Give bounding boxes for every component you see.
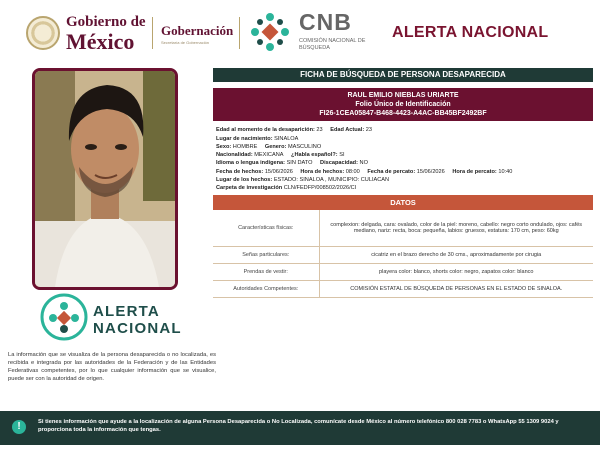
- detail-row: [216, 159, 593, 167]
- header-divider: [239, 17, 240, 49]
- table-row: [213, 263, 593, 280]
- contact-footer: [0, 411, 600, 445]
- detail-key: Lugar de nacimiento:: [216, 135, 273, 142]
- detail-key: Genero:: [264, 143, 287, 150]
- gobierno-logo: [66, 15, 146, 53]
- detail-key: Carpeta de investigación: [216, 185, 283, 192]
- detail-key: Edad al momento de la desaparición:: [216, 127, 315, 134]
- info-icon: !: [12, 420, 26, 434]
- detail-row: [216, 184, 593, 192]
- detail-value: CLN/FEDFP/008502/2026/CI: [283, 185, 357, 192]
- detail-value: MEXICANA: [254, 152, 284, 159]
- datos-label: Prendas de vestir:: [213, 263, 319, 280]
- contact-info-text: Si tienes información que ayude a la localización de alguna Persona Desaparecida o No Localizada, comunícate desde México al número telefónico 800 028 7783 o WhatsApp 55 1309 9024 y proporciona toda la información que tengas.: [38, 419, 559, 434]
- mexico-seal-icon: [26, 16, 60, 50]
- detail-value: MASCULINO: [287, 143, 322, 150]
- person-photo-image: [35, 71, 175, 287]
- ficha-panel: [213, 68, 593, 298]
- alerta-logo-line1: ALERTA: [93, 303, 160, 320]
- detail-value: 08:00: [345, 168, 360, 175]
- detail-value: ESTADO: SINALOA , MUNICIPIO: CULIACAN: [273, 176, 390, 183]
- detail-value: 23: [316, 127, 323, 134]
- detail-key: Lugar de los hechos:: [216, 176, 273, 183]
- detail-key: ¿Habla español?:: [291, 152, 338, 159]
- alerta-nacional-title: ALERTA NACIONAL: [392, 24, 549, 41]
- detail-value: 15/06/2026: [264, 168, 293, 175]
- folio-number: FI26-1CEA05847-B468-4423-A4AC-BB45BF2492BF: [319, 110, 487, 118]
- datos-label: Características físicas:: [213, 210, 319, 246]
- detail-value: HOMBRE: [232, 143, 258, 150]
- cnb-logo-icon: [248, 10, 292, 54]
- detail-value: 15/06/2026: [416, 168, 445, 175]
- gobernacion-logo: Gobernación: [161, 23, 234, 38]
- person-details: [213, 126, 593, 192]
- detail-row: [216, 176, 593, 184]
- gobierno-line1: Gobierno de: [66, 14, 146, 30]
- detail-value: 10:40: [498, 168, 513, 175]
- detail-key: Fecha de percato:: [367, 168, 416, 175]
- detail-row: [216, 126, 593, 134]
- detail-value: SINALOA: [274, 135, 299, 142]
- datos-label: Autoridades Competentes:: [213, 280, 319, 297]
- detail-key: Sexo:: [216, 143, 232, 150]
- detail-row: [216, 135, 593, 143]
- person-name: RAUL EMILIO NIEBLAS URIARTE: [347, 92, 459, 99]
- detail-key: Edad Actual:: [330, 127, 365, 134]
- detail-row: [216, 151, 593, 159]
- detail-key: Hora de hechos:: [300, 168, 345, 175]
- datos-value: complexion: delgada, cara: ovalado, color de la piel: moreno, cabello: negro corto ondulado, ojos: cafés mediano, nariz: recta, boca: pequeña, labios: gruesos, estatura: 170 cm, peso: 60kg: [319, 210, 593, 246]
- disclaimer-text: La información que se visualiza de la persona desaparecida o no localizada, es recibida e integrada por las autoridades de la Federación y de las Entidades Federativas competentes, por lo que cualquier información que se visualice, puede ser con la autoridad de origen.: [8, 352, 216, 383]
- datos-label: Señas particulares:: [213, 246, 319, 263]
- detail-row: [216, 168, 593, 176]
- ficha-title: FICHA DE BÚSQUEDA DE PERSONA DESAPARECIDA: [213, 68, 593, 82]
- detail-value: NO: [359, 160, 368, 167]
- datos-value: COMISIÓN ESTATAL DE BÚSQUEDA DE PERSONAS EN EL ESTADO DE SINALOA.: [319, 280, 593, 297]
- cnb-full-name: COMISIÓN NACIONAL DE BÚSQUEDA: [299, 38, 366, 51]
- alerta-nacional-logo-text: [93, 304, 182, 337]
- detail-key: Hora de percato:: [452, 168, 497, 175]
- detail-key: Idioma o lengua indígena:: [216, 160, 285, 167]
- detail-value: SIN DATO: [286, 160, 313, 167]
- datos-header: DATOS: [213, 195, 593, 210]
- folio-label: Folio Único de Identificación: [355, 101, 451, 109]
- detail-row: [216, 143, 593, 151]
- gobernacion-subtitle: Secretaría de Gobernación: [161, 40, 210, 45]
- page-header: [0, 0, 600, 64]
- detail-key: Discapacidad:: [320, 160, 358, 167]
- cnb-acronym: CNB: [299, 9, 352, 35]
- detail-value: 23: [365, 127, 372, 134]
- datos-table: [213, 210, 593, 298]
- alerta-nacional-logo-icon: [40, 293, 88, 341]
- datos-value: cicatriz en el brazo derecho de 30 cms., aproximadamente por cirugia: [319, 246, 593, 263]
- person-identity-block: [213, 88, 593, 121]
- missing-person-photo: [32, 68, 178, 290]
- gobierno-line2: México: [66, 29, 135, 54]
- detail-value: SI: [339, 152, 345, 159]
- cnb-logo-text: [299, 11, 371, 52]
- table-row: [213, 246, 593, 263]
- detail-key: Fecha de hechos:: [216, 168, 264, 175]
- datos-value: playera color: blanco, shorts color: negro, zapatos color: blanco: [319, 263, 593, 280]
- alerta-logo-line2: NACIONAL: [93, 319, 182, 337]
- table-row: [213, 210, 593, 246]
- table-row: [213, 280, 593, 297]
- header-divider: [152, 17, 153, 49]
- detail-key: Nacionalidad:: [216, 152, 253, 159]
